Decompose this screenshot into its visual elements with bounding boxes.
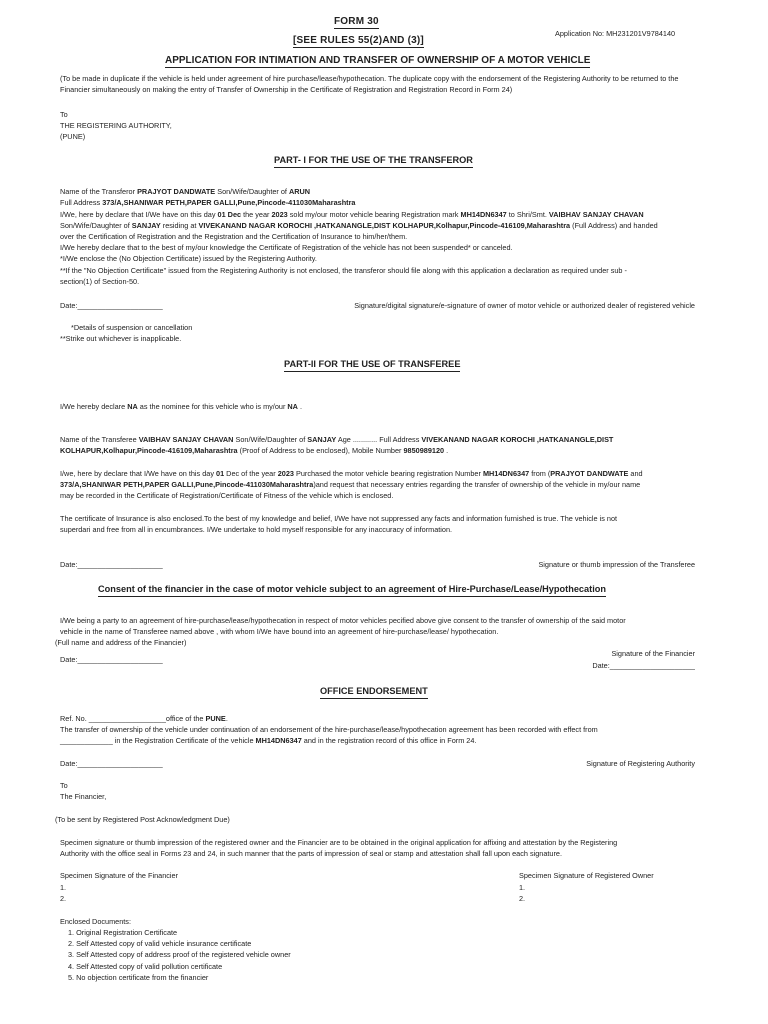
record-request-line: may be recorded in the Certificate of Registration/Certificate of Fitness of the vehicle which is enclosed. — [60, 491, 394, 500]
footnote-strike: **Strike out whichever is inapplicable. — [60, 334, 182, 343]
specimen-financier-1: 1. — [60, 883, 67, 892]
specimen-owner-1: 1. — [519, 883, 526, 892]
not-suspended-line: I/We hereby declare that to the best of my/our knowledge the Certificate of Registration of the vehicle has not been suspended* or canceled. — [60, 243, 513, 252]
authority-signature-label: Signature of Registering Authority — [586, 759, 695, 768]
office-heading: OFFICE ENDORSEMENT — [320, 686, 428, 699]
enclosed-doc-2: 2. Self Attested copy of valid vehicle insurance certificate — [68, 939, 252, 948]
transferor-address-line: Full Address 373/A,SHANIWAR PETH,PAPER GALLI,Pune,Pincode-411030Maharashtra — [60, 198, 356, 207]
financier-line-2: vehicle in the name of Transferee named above , with whom I/We have bound into an agreement of hire-purchase/lease/ hypothecation. — [60, 627, 499, 636]
buyer-residence-line: Son/Wife/Daughter of SANJAY residing at VIVEKANAND NAGAR KOROCHI ,HATKANANGLE,DIST KOLHAPUR,Kolhapur,Pincode-416109,Maharashtra (Full Address) and handed — [60, 221, 658, 230]
transferor-name-line: Name of the Transferor PRAJYOT DANDWATE Son/Wife/Daughter of ARUN — [60, 187, 311, 196]
specimen-financier-2: 2. — [60, 894, 67, 903]
enclosed-doc-3: 3. Self Attested copy of address proof of the registered vehicle owner — [68, 950, 291, 959]
mobile-number: 9850989120 — [403, 446, 445, 455]
form-title: APPLICATION FOR INTIMATION AND TRANSFER OF OWNERSHIP OF A MOTOR VEHICLE — [165, 55, 591, 66]
enclosed-doc-4: 4. Self Attested copy of valid pollution certificate — [68, 962, 223, 971]
address-to: To — [60, 110, 68, 119]
financier-name-note: (Full name and address of the Financier) — [55, 638, 187, 647]
purchase-declaration-line: I/we, here by declare that I/We have on this day 01 Dec of the year 2023 Purchased the motor vehicle bearing registration Number MH14DN6347 from (PRAJYOT DANDWATE and — [60, 469, 643, 478]
noc-enclosed-line: *I/We enclose the (No Objection Certificate) issued by the Registering Authority. — [60, 254, 317, 263]
enclosed-doc-1: 1. Original Registration Certificate — [68, 928, 178, 937]
seller-address-line: 373/A,SHANIWAR PETH,PAPER GALLI,Pune,Pincode-411030Maharashtra)and request that necessary entries regarding the transfer of ownership of the vehicle in my/our name — [60, 480, 641, 489]
office-date: Date:_____________________ — [60, 759, 163, 768]
specimen-financier-label: Specimen Signature of the Financier — [60, 871, 179, 880]
application-number: Application No: MH231201V9784140 — [555, 29, 676, 38]
financier-date: Date:_____________________ — [60, 655, 163, 664]
financier-to: To — [60, 781, 68, 790]
specimen-note-1: Specimen signature or thumb impression of the registered owner and the Financier are to be obtained in the original application for affixing and attestation by the Registering — [60, 838, 618, 847]
sale-declaration-line: I/We, here by declare that I/We have on this day 01 Dec the year 2023 sold my/our motor vehicle bearing Registration mark MH14DN6347 to Shri/Smt. VAIBHAV SANJAY CHAVAN — [60, 210, 644, 219]
nominee-line: I/We hereby declare NA as the nominee for this vehicle who is my/our NA . — [60, 402, 303, 411]
section-line: section(1) of Section-50. — [60, 277, 140, 286]
part1-date: Date:_____________________ — [60, 301, 163, 310]
financier-address: The Financier, — [60, 792, 107, 801]
financier-heading: Consent of the financier in the case of motor vehicle subject to an agreement of Hire-Purchase/Lease/Hypothecation — [98, 584, 606, 597]
part2-heading: PART-II FOR THE USE OF TRANSFEREE — [284, 359, 460, 372]
part2-date: Date:_____________________ — [60, 560, 163, 569]
transferor-name: PRAJYOT DANDWATE — [137, 187, 216, 196]
specimen-owner-2: 2. — [519, 894, 526, 903]
insurance-line-2: superdari and free from all in encumbrances. I/We undertake to hold myself responsible for any inaccuracy of information. — [60, 525, 453, 534]
address-city: (PUNE) — [60, 132, 86, 141]
footnote-suspension: *Details of suspension or cancellation — [71, 323, 193, 332]
transferee-name-line: Name of the Transferee VAIBHAV SANJAY CHAVAN Son/Wife/Daughter of SANJAY Age ............ Full Address VIVEKANAND NAGAR KOROCHI ,HATKANANGLE,DIST — [60, 435, 614, 444]
endorsement-line-1: The transfer of ownership of the vehicle under continuation of an endorsement of the hire-purchase/lease/hypothecation agreement has been recorded with effect from — [60, 725, 598, 734]
registered-post-note: (To be sent by Registered Post Acknowledgment Due) — [55, 815, 230, 824]
financier-date-right: Date:_____________________ — [592, 661, 695, 670]
financier-signature-label: Signature of the Financier — [611, 649, 695, 658]
part1-signature-label: Signature/digital signature/e-signature of owner of motor vehicle or authorized dealer of registered vehicle — [354, 301, 695, 310]
enclosed-doc-5: 5. No objection certificate from the financier — [68, 973, 209, 982]
rules-reference: [SEE RULES 55(2)AND (3)] — [293, 35, 424, 46]
specimen-owner-label: Specimen Signature of Registered Owner — [519, 871, 654, 880]
buyer-address: VIVEKANAND NAGAR KOROCHI ,HATKANANGLE,DIST KOLHAPUR,Kolhapur,Pincode-416109,Maharashtra — [198, 221, 571, 230]
ref-line: Ref. No. ___________________office of the PUNE. — [60, 714, 228, 723]
noc-note-line: **If the "No Objection Certificate" issued from the Registering Authority is not enclosed, the transferor should file along with this application a declaration as required under sub - — [60, 266, 627, 275]
transferee-address-line: KOLHAPUR,Kolhapur,Pincode-416109,Maharashtra (Proof of Address to be enclosed), Mobile Number 9850989120 . — [60, 446, 449, 455]
buyer-name: VAIBHAV SANJAY CHAVAN — [548, 210, 644, 219]
endorsement-line-2: _____________ in the Registration Certificate of the vehicle MH14DN6347 and in the registration record of this office in Form 24. — [60, 736, 477, 745]
transferor-address: 373/A,SHANIWAR PETH,PAPER GALLI,Pune,Pincode-411030Maharashtra — [102, 198, 356, 207]
transferor-father: ARUN — [289, 187, 311, 196]
transferee-name: VAIBHAV SANJAY CHAVAN — [138, 435, 234, 444]
part1-heading: PART- I FOR THE USE OF THE TRANSFEROR — [274, 155, 473, 168]
financier-line-1: I/We being a party to an agreement of hire-purchase/lease/hypothecation in respect of motor vehicles pecified above give consent to the transfer of ownership of the said motor — [60, 616, 626, 625]
part2-signature-label: Signature or thumb impression of the Transferee — [538, 560, 695, 569]
insurance-line-1: The certificate of Insurance is also enclosed.To the best of my knowledge and belief, I/We have not suppressed any facts and information furnished is true. The vehicle is not — [60, 514, 618, 523]
intro-note: (To be made in duplicate if the vehicle is held under agreement of hire purchase/lease/hypothecation. The duplicate copy with the endorsement of the Registering Authority to be returned to the Financier simultaneously on making the entry of Transfer of Ownership in the Certificate of Registration and Registration Record in Form 24) — [60, 74, 679, 94]
handover-line: over the Certification of Registration and the Registration and the Certification of Insurance to him/her/them. — [60, 232, 408, 241]
form-number: FORM 30 — [334, 16, 379, 27]
address-authority: THE REGISTERING AUTHORITY, — [60, 121, 172, 130]
specimen-note-2: Authority with the office seal in Forms 23 and 24, in such manner that the parts of impression of seal or stamp and attestation shall fall upon each signature. — [60, 849, 563, 858]
registration-mark: MH14DN6347 — [460, 210, 507, 219]
enclosed-documents-label: Enclosed Documents: — [60, 917, 131, 926]
